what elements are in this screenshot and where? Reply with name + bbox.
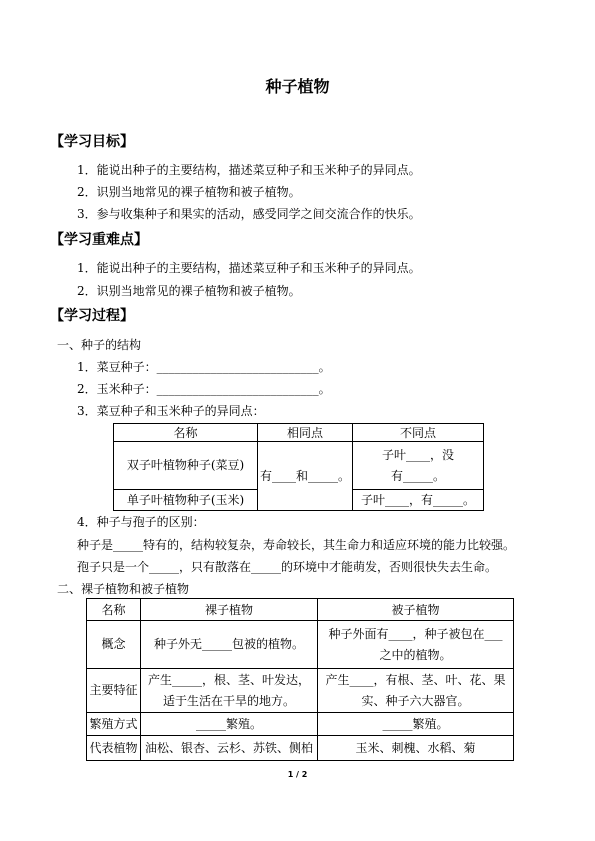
- header-gymnosperm: 裸子植物: [141, 599, 318, 621]
- angiosperm-examples: 玉米、刺槐、水稻、菊: [318, 736, 514, 761]
- angiosperm-features: 产生____，有根、茎、叶、花、果实、种子六大器官。: [318, 669, 514, 713]
- angiosperm-reproduction: _____繁殖。: [318, 713, 514, 736]
- page-number: 1 / 2: [287, 770, 308, 779]
- row-label-concept: 概念: [87, 621, 141, 669]
- key-point-item: 2．识别当地常见的裸子植物和被子植物。: [77, 284, 301, 298]
- page-title: 种子植物: [265, 77, 330, 96]
- header-diff: 不同点: [353, 424, 484, 442]
- gymnosperm-features: 产生_____，根、茎、叶发达，适于生活在干旱的地方。: [141, 669, 318, 713]
- header-name: 名称: [87, 599, 141, 621]
- dicot-diff-cell: 子叶____，没有_____。: [353, 442, 484, 490]
- goal-item: 3．参与收集种子和果实的活动，感受同学之间交流合作的快乐。: [77, 207, 421, 221]
- seed-statement: 种子是_____特有的，结构较复杂，寿命较长，其生命力和适应环境的能力比较强。: [77, 538, 516, 552]
- gymnosperm-angiosperm-table: [86, 598, 514, 761]
- header-angiosperm: 被子植物: [318, 599, 514, 621]
- gymnosperm-reproduction: _____繁殖。: [141, 713, 318, 736]
- seed-comparison-table: [113, 423, 484, 511]
- dicot-seed-name: 双子叶植物种子(菜豆): [114, 442, 258, 490]
- goal-item: 1．能说出种子的主要结构，描述菜豆种子和玉米种子的异同点。: [77, 163, 421, 177]
- angiosperm-concept: 种子外面有____，种子被包在___之中的植物。: [318, 621, 514, 669]
- part2-heading: 二、裸子植物和被子植物: [57, 582, 190, 596]
- row-label-examples: 代表植物: [87, 736, 141, 761]
- goal-item: 2．识别当地常见的裸子植物和被子植物。: [77, 185, 301, 199]
- table-row: [87, 669, 514, 713]
- row-label-reproduction: 繁殖方式: [87, 713, 141, 736]
- table-row: [114, 442, 484, 490]
- question-bean-seed: 1．菜豆种子：___________________________。: [77, 360, 331, 374]
- table-header-row: [114, 424, 484, 442]
- question-corn-seed: 2．玉米种子：___________________________。: [77, 382, 331, 396]
- key-point-item: 1．能说出种子的主要结构，描述菜豆种子和玉米种子的异同点。: [77, 261, 421, 275]
- question-seed-vs-spore: 4．种子与孢子的区别：: [77, 515, 205, 529]
- gymnosperm-examples: 油松、银杏、云杉、苏铁、侧柏: [141, 736, 318, 761]
- gymnosperm-concept: 种子外无_____包被的植物。: [141, 621, 318, 669]
- monocot-seed-name: 单子叶植物种子(玉米): [114, 490, 258, 511]
- spore-statement: 孢子只是一个_____，只有散落在_____的环境中才能萌发，否则很快失去生命。: [77, 560, 498, 574]
- monocot-diff-cell: 子叶____，有_____。: [353, 490, 484, 511]
- header-same: 相同点: [258, 424, 353, 442]
- table-header-row: [87, 599, 514, 621]
- goals-heading: 【学习目标】: [50, 134, 134, 150]
- question-compare-seeds: 3．菜豆种子和玉米种子的异同点：: [77, 404, 265, 418]
- header-name: 名称: [114, 424, 258, 442]
- row-label-features: 主要特征: [87, 669, 141, 713]
- process-heading: 【学习过程】: [50, 308, 134, 324]
- part1-heading: 一、种子的结构: [57, 338, 142, 352]
- table-row: [87, 621, 514, 669]
- table-row: [87, 736, 514, 761]
- table-row: [87, 713, 514, 736]
- same-points-cell: 有____和_____。: [258, 442, 353, 511]
- key-points-heading: 【学习重难点】: [50, 232, 148, 248]
